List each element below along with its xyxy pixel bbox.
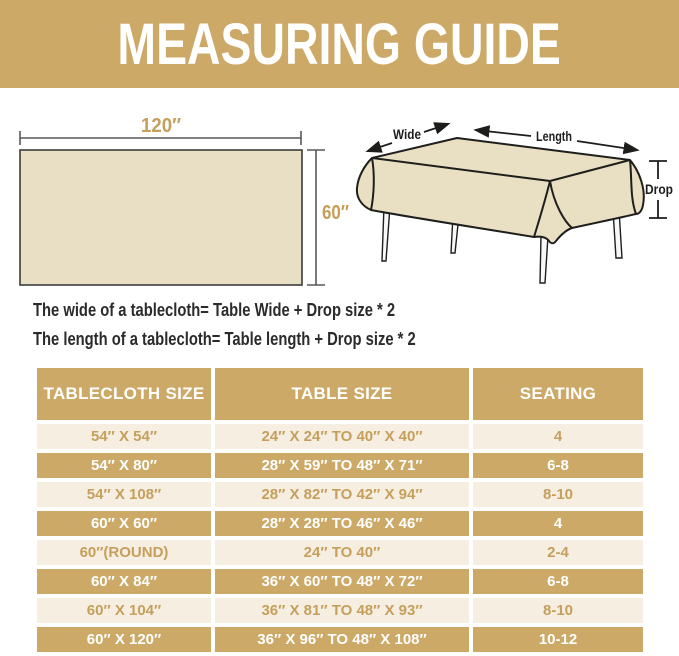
col-header-seating: SEATING bbox=[473, 368, 643, 420]
cell-table-size: 36″ X 60″ TO 48″ X 72″ bbox=[215, 569, 469, 594]
length-label: Length bbox=[536, 129, 572, 144]
cell-tablecloth-size: 60″ X 60″ bbox=[37, 511, 211, 536]
table-leg bbox=[382, 206, 390, 261]
size-table-row bbox=[37, 627, 643, 652]
cell-seating: 2-4 bbox=[473, 540, 643, 565]
page-title: MEASURING GUIDE bbox=[117, 11, 562, 77]
cell-table-size: 28″ X 59″ TO 48″ X 71″ bbox=[215, 453, 469, 478]
draped-tablecloth bbox=[357, 138, 644, 243]
wide-label: Wide bbox=[393, 127, 422, 142]
flat-tablecloth-diagram bbox=[20, 115, 349, 285]
cell-table-size: 24″ X 24″ TO 40″ X 40″ bbox=[215, 424, 469, 449]
cell-seating: 4 bbox=[473, 424, 643, 449]
table-illustration bbox=[357, 124, 673, 283]
col-header-tablecloth-size: TABLECLOTH SIZE bbox=[37, 368, 211, 420]
size-table-header-row bbox=[37, 368, 643, 420]
size-table-row bbox=[37, 511, 643, 536]
cell-table-size: 36″ X 81″ TO 48″ X 93″ bbox=[215, 598, 469, 623]
height-dimension-label: 60″ bbox=[322, 202, 350, 224]
cell-table-size: 28″ X 28″ TO 46″ X 46″ bbox=[215, 511, 469, 536]
cell-seating: 6-8 bbox=[473, 453, 643, 478]
cell-seating: 4 bbox=[473, 511, 643, 536]
size-table-row bbox=[37, 453, 643, 478]
measuring-diagram-svg bbox=[0, 88, 679, 300]
cell-seating: 8-10 bbox=[473, 598, 643, 623]
cell-table-size: 28″ X 82″ TO 42″ X 94″ bbox=[215, 482, 469, 507]
measuring-guide-banner bbox=[0, 0, 679, 88]
size-table-row bbox=[37, 540, 643, 565]
size-table-row bbox=[37, 424, 643, 449]
cell-seating: 6-8 bbox=[473, 569, 643, 594]
formula-section bbox=[0, 300, 679, 350]
size-table-row bbox=[37, 569, 643, 594]
cell-tablecloth-size: 54″ X 108″ bbox=[37, 482, 211, 507]
cell-table-size: 36″ X 96″ TO 48″ X 108″ bbox=[215, 627, 469, 652]
size-table-row bbox=[37, 598, 643, 623]
formula-length: The length of a tablecloth= Table length + Drop size * 2 bbox=[33, 329, 416, 349]
cell-seating: 8-10 bbox=[473, 482, 643, 507]
size-table-row bbox=[37, 482, 643, 507]
cell-tablecloth-size: 60″(ROUND) bbox=[37, 540, 211, 565]
formula-wide: The wide of a tablecloth= Table Wide + Drop size * 2 bbox=[33, 300, 396, 320]
cell-table-size: 24″ TO 40″ bbox=[215, 540, 469, 565]
drop-label: Drop bbox=[645, 182, 673, 197]
size-table bbox=[33, 364, 647, 656]
table-leg bbox=[540, 236, 548, 283]
cell-seating: 10-12 bbox=[473, 627, 643, 652]
col-header-table-size: TABLE SIZE bbox=[215, 368, 469, 420]
cell-tablecloth-size: 54″ X 80″ bbox=[37, 453, 211, 478]
cell-tablecloth-size: 54″ X 54″ bbox=[37, 424, 211, 449]
tablecloth-rectangle bbox=[20, 150, 302, 285]
width-dimension-label: 120″ bbox=[141, 115, 182, 137]
cell-tablecloth-size: 60″ X 120″ bbox=[37, 627, 211, 652]
diagram-section bbox=[0, 88, 679, 300]
cell-tablecloth-size: 60″ X 104″ bbox=[37, 598, 211, 623]
cell-tablecloth-size: 60″ X 84″ bbox=[37, 569, 211, 594]
